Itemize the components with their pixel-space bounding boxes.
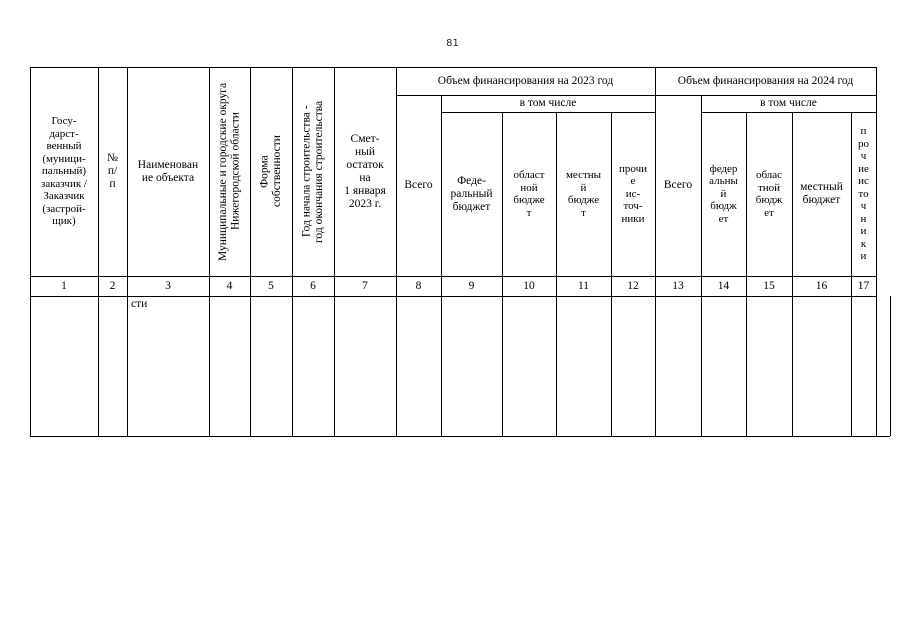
column-number-7: 7 [362,279,368,292]
header-object-name: Наименован ие объекта [137,158,199,184]
column-border-17 [876,67,877,296]
header-construction-years [292,67,334,276]
column-number-16: 16 [815,279,828,292]
header-other-2024: п ро ч ие ис то ч н и к и [858,125,869,263]
header-regional-2023: област ной бюдже т [513,169,545,219]
header-regional-2024: облас тной бюдж ет [755,169,783,219]
column-number-14: 14 [717,279,730,292]
table-right-border [890,296,891,436]
column-number-5: 5 [268,279,274,292]
header-federal-2024: федер альны й бюдж ет [709,162,738,225]
header-including-2024: в том числе [760,97,817,109]
column-number-8: 8 [415,279,422,292]
page-number: 81 [446,38,459,49]
header-funding-2024: Объем финансирования на 2024 год [677,74,854,87]
data-cell-object-name: сти [131,298,148,310]
header-other-2023: прочи е ис- точ- ники [618,162,648,225]
header-local-2023: местны й бюдже т [565,169,602,219]
column-number-4: 4 [226,279,233,292]
column-number-13: 13 [672,279,684,292]
header-local-2024: местный бюджет [800,181,843,206]
column-number-9: 9 [468,279,475,292]
column-number-12: 12 [627,279,639,292]
column-number-3: 3 [165,279,171,292]
header-ownership [250,67,292,276]
column-border-17-lower [876,296,877,436]
column-number-6: 6 [310,279,316,292]
column-number-11: 11 [577,279,590,292]
header-municipality-text: Муниципальные и городские округа Нижегородской области [217,82,242,261]
column-number-10: 10 [523,279,535,292]
header-funding-2023: Объем финансирования на 2023 год [437,74,614,87]
header-ownership-text: Форма собственности [258,135,283,208]
column-number-17: 17 [857,279,870,292]
column-number-15: 15 [763,279,775,292]
header-federal-2023: Феде- ральный бюджет [450,174,493,213]
header-total-2024: Всего [663,179,693,191]
header-customer: Госу- дарст- венный (муници- пальный) заказчик / Заказчик (застрой- щик) [41,115,87,228]
column-number-2: 2 [109,279,116,292]
header-total-2023: Всего [404,179,433,191]
column-number-1: 1 [61,279,67,292]
header-row-no: № п/ п [107,152,118,190]
header-estimate-balance: Смет- ный остаток на 1 января 2023 г. [344,132,386,210]
header-municipality [209,67,250,276]
header-including-2023: в том числе [519,97,577,109]
header-construction-years-text: Год начала строительства - год окончания строительства [300,100,325,243]
